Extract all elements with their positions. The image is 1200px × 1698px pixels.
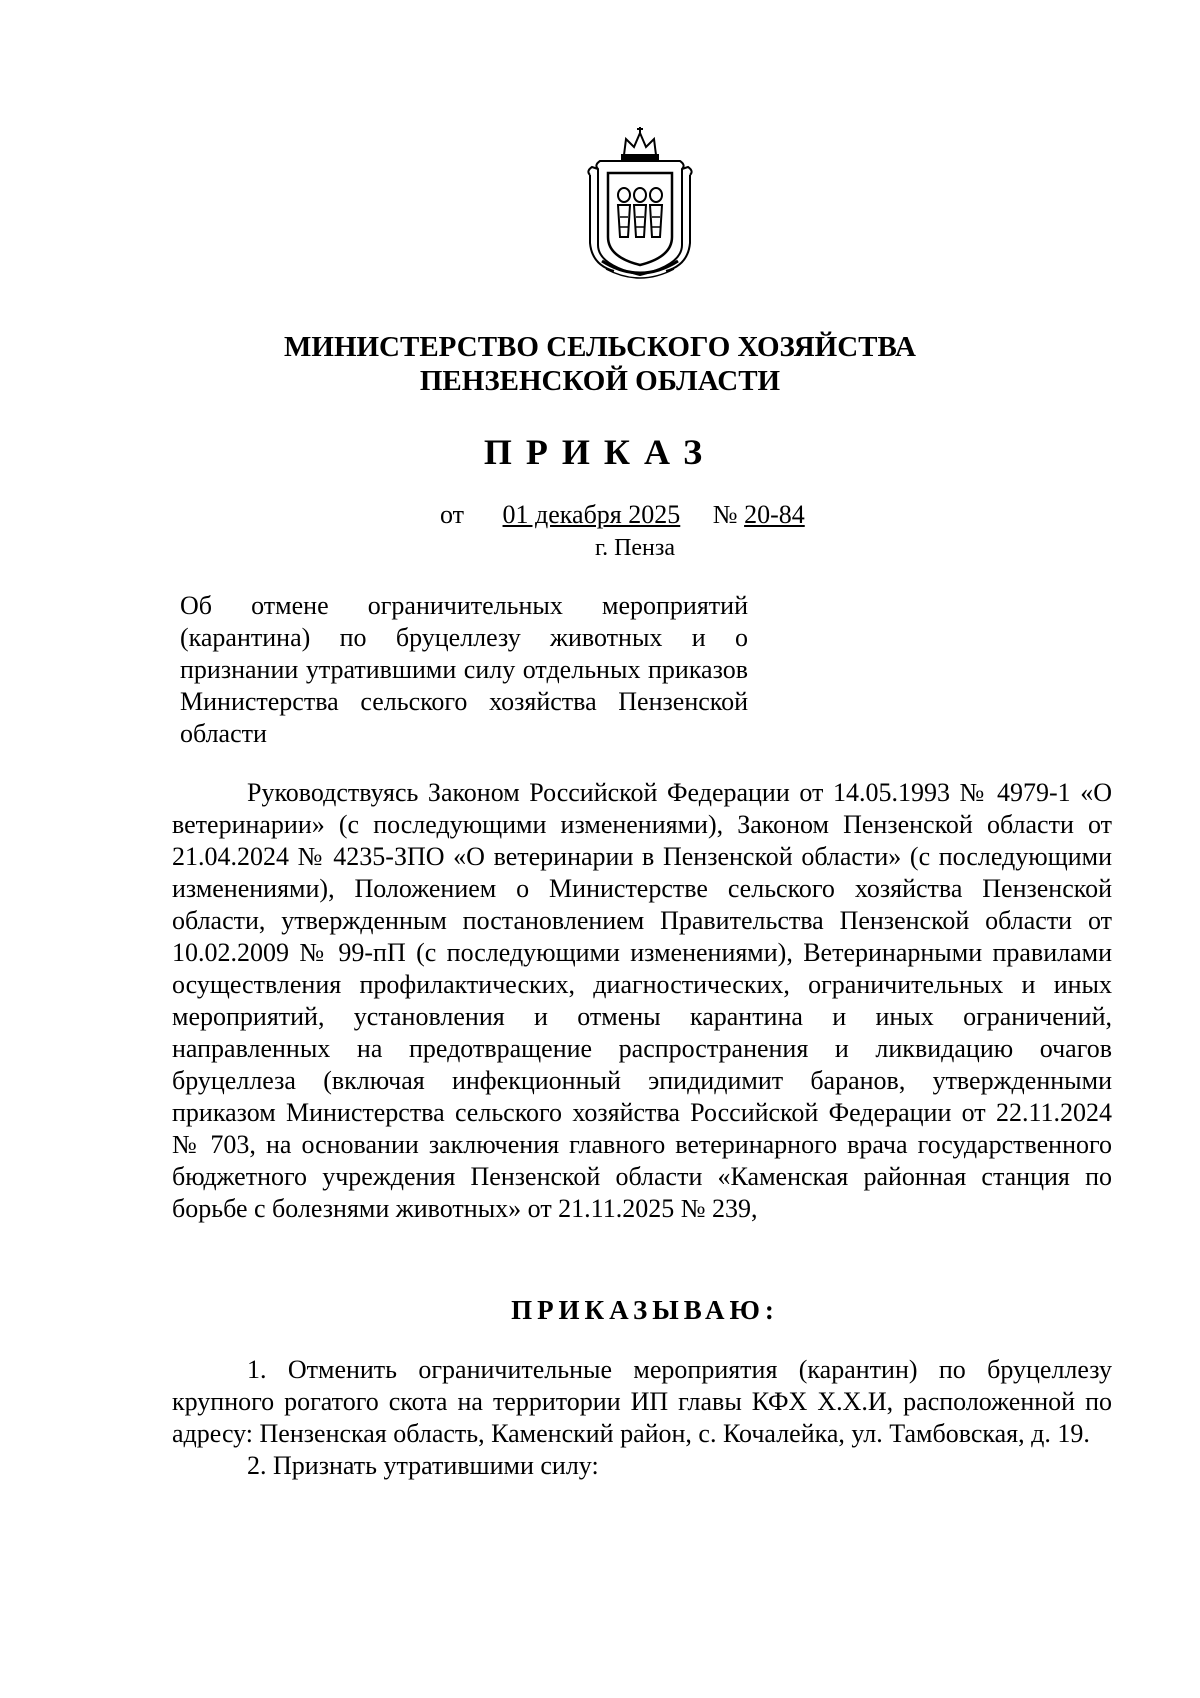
date-number-line (440, 500, 805, 530)
order-items (172, 1354, 1112, 1482)
order-subject: Об отмене ограничительных мероприятий (карантина) по бруцеллезу животных и о признании утратившими силу отдельных приказов Министерства сельского хозяйства Пензенской области (180, 591, 748, 748)
ministry-line-2: ПЕНЗЕНСКОЙ ОБЛАСТИ (419, 365, 781, 397)
ministry-name (0, 330, 1200, 398)
order-item-2: 2. Признать утратившими силу: (247, 1451, 599, 1480)
order-number: 20-84 (744, 500, 805, 529)
city: г. Пенза (594, 535, 676, 561)
preamble-paragraph: Руководствуясь Законом Российской Федерации от 14.05.1993 № 4979-1 «О ветеринарии» (с последующими изменениями), Законом Пензенской области от 21.04.2024 № 4235-ЗПО «О ветеринарии в Пензенской области» (с последующими изменениями), Положением о Министерстве сельского хозяйства Пензенской области, утвержденным постановлением Правительства Пензенской области от 10.02.2009 № 99-пП (с последующими изменениями), Ветеринарными правилами осуществления профилактических, диагностических, ограничительных и иных мероприятий, установления и отмены карантина и иных ограничений, направленных на предотвращение распространения и ликвидацию очагов бруцеллеза (включая инфекционный эпидидимит баранов, утвержденными приказом Министерства сельского хозяйства Российской Федерации от 22.11.2024 № 703, на основании заключения главного ветеринарного врача государственного бюджетного учреждения Пензенской области «Каменская районная станция по борьбе с болезнями животных» от 21.11.2025 № 239, (172, 778, 1112, 1223)
order-directive: ПРИКАЗЫВАЮ: (511, 1295, 779, 1325)
coat-of-arms-icon (584, 125, 696, 281)
order-item-1: 1. Отменить ограничительные мероприятия (карантин) по бруцеллезу крупного рогатого скота на территории ИП главы КФХ Х.Х.И, расположенной по адресу: Пензенская область, Каменский район, с. Кочалейка, ул. Тамбовская, д. 19. (172, 1355, 1112, 1448)
number-prefix: № (712, 500, 738, 529)
order-date: 01 декабря 2025 (502, 500, 681, 529)
document-type-title: ПРИКАЗ (483, 432, 717, 472)
date-prefix: от (440, 500, 465, 529)
preamble (172, 777, 1112, 1225)
ministry-line-1: МИНИСТЕРСТВО СЕЛЬСКОГО ХОЗЯЙСТВА (284, 331, 916, 363)
